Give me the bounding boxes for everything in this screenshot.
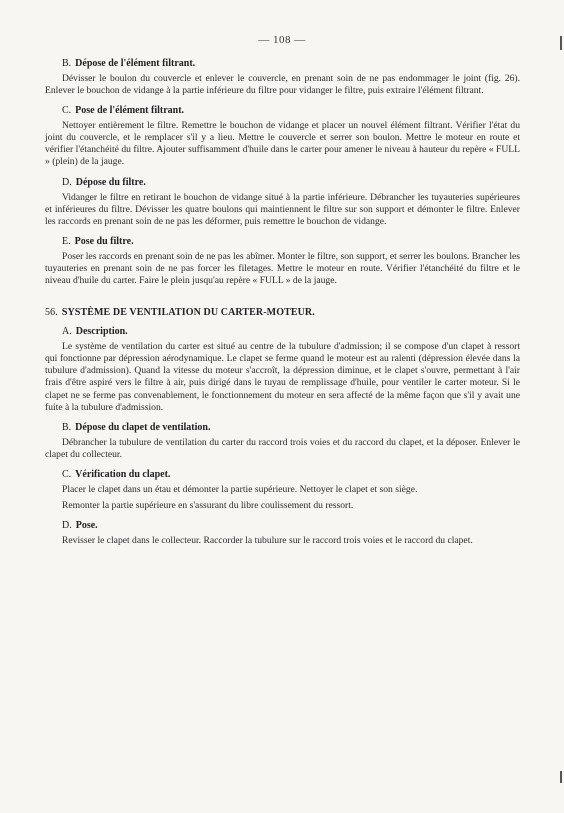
scan-edge-mark bbox=[560, 36, 562, 50]
chapter-heading-d bbox=[62, 520, 520, 531]
section-heading-d bbox=[62, 177, 520, 188]
paragraph: Vidanger le filtre en retirant le bouchon de vidange situé à la partie inférieure. Débrancher les tuyauteries supérieures et inférieures du filtre. Dévisser les quatre boulons qui maintiennent le filtre sur son support et démonter le filtre. Enlever les raccords en prenant soin de ne pas les déformer, puis remettre le bouchon de vidange. bbox=[45, 191, 520, 227]
paragraph: Placer le clapet dans un étau et démonter la partie supérieure. Nettoyer le clapet et son siège. bbox=[62, 483, 418, 495]
section-title: Dépose de l'élément filtrant. bbox=[75, 58, 196, 69]
scan-edge-mark bbox=[560, 771, 562, 783]
chapter-heading-b bbox=[62, 422, 520, 433]
section-letter: B. bbox=[62, 58, 72, 69]
section-title: Description. bbox=[75, 326, 128, 338]
section-heading-c bbox=[62, 105, 520, 116]
section-letter: D. bbox=[62, 176, 72, 188]
paragraph: Dévisser le boulon du couvercle et enlever le couvercle, en prenant soin de ne pas endommager le joint (fig. 26). Enlever le bouchon de vidange à la partie inférieure du filtre pour vidanger le filtre, puis extraire l'élément filtrant. bbox=[45, 73, 520, 97]
paragraph: Débrancher la tubulure de ventilation du carter du raccord trois voies et du raccord du clapet, et la déposer. Enlever le clapet du collecteur. bbox=[45, 436, 520, 460]
section-heading-e bbox=[62, 236, 520, 247]
section-heading-b bbox=[62, 58, 520, 69]
section-title: Pose. bbox=[75, 520, 98, 532]
chapter-number: 56. bbox=[45, 307, 58, 319]
paragraph: Remonter la partie supérieure en s'assurant du libre coulissement du ressort. bbox=[62, 499, 354, 511]
paragraph: Revisser le clapet dans le collecteur. Raccorder la tubulure sur le raccord trois voies et le raccord du clapet. bbox=[62, 535, 473, 547]
paragraph: Poser les raccords en prenant soin de ne pas les abîmer. Monter le filtre, son support, et serrer les boulons. Brancher les tuyauteries en prenant soin de ne pas forcer les filetages. Mettre le moteur en route. Vérifier l'étanchéité du filtre et le niveau d'huile du carter. Faire le plein jusqu'au repère « FULL » de la jauge. bbox=[45, 250, 520, 287]
section-letter: C. bbox=[62, 105, 72, 117]
section-letter: E. bbox=[62, 235, 71, 247]
page-content bbox=[45, 58, 520, 555]
paragraph: Le système de ventilation du carter est situé au centre de la tubulure d'admission; il se compose d'un clapet à ressort qui fonctionne par dépression aérodynamique. Le clapet se ferme quand le moteur est au ralenti (dépression élevée dans la tubulure d'admission). Quand la vitesse du moteur s'accroît, la dépression diminue, et le clapet s'ouvre, permettant à l'air frais d'être aspiré vers le filtre à air, puis dirigé dans le tuyau de remplissage d'huile, pour ventiler le carter moteur. Si le clapet ne se ferme pas convenablement, le fonctionnement du moteur en sera affecté de la même façon que s'il y avait une fuite à la tubulure d'admission. bbox=[45, 341, 520, 413]
section-letter: B. bbox=[62, 421, 72, 433]
section-letter: A. bbox=[62, 326, 72, 338]
section-title: Vérification du clapet. bbox=[75, 468, 171, 480]
chapter-title-text: SYSTÈME DE VENTILATION DU CARTER-MOTEUR. bbox=[61, 307, 315, 319]
section-title: Pose de l'élément filtrant. bbox=[75, 105, 185, 117]
page-number: — 108 — bbox=[258, 34, 306, 46]
section-title: Dépose du filtre. bbox=[75, 176, 146, 188]
section-title: Pose du filtre. bbox=[74, 235, 134, 247]
section-title: Dépose du clapet de ventilation. bbox=[75, 421, 211, 433]
paragraph: Nettoyer entièrement le filtre. Remettre le bouchon de vidange et placer un nouvel élément filtrant. Vérifier l'état du joint du couvercle, et le remplacer s'il y a lieu. Mettre le couvercle et serrer son boulon. Mettre le moteur en route et vérifier l'étanchéité du filtre. Ajouter suffisamment d'huile dans le carter pour amener le niveau à hauteur du repère « FULL » (plein) de la jauge. bbox=[45, 120, 520, 168]
section-letter: C. bbox=[62, 468, 72, 480]
chapter-heading-c bbox=[62, 469, 520, 480]
chapter-title bbox=[45, 307, 520, 318]
section-letter: D. bbox=[62, 520, 72, 532]
chapter-heading-a bbox=[62, 326, 520, 337]
